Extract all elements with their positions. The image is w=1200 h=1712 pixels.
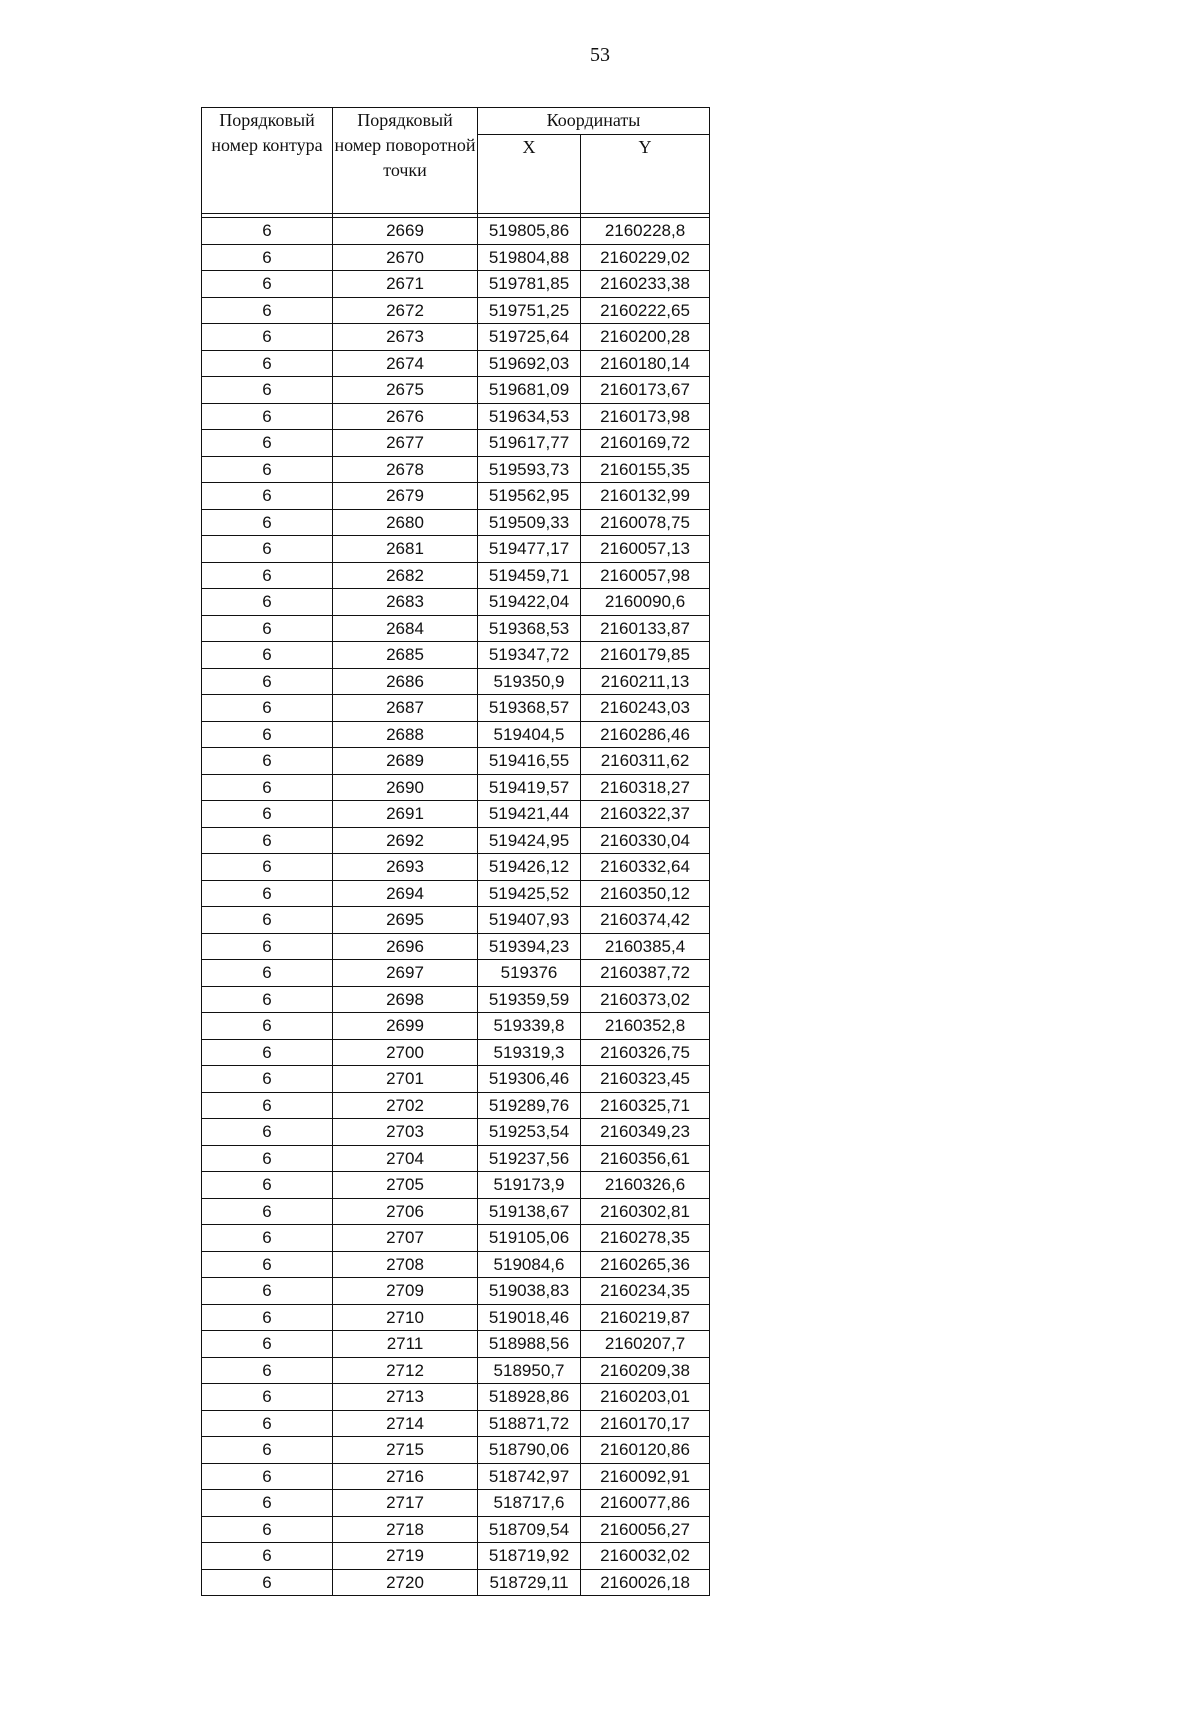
cell-y: 2160318,27	[581, 774, 710, 801]
cell-y: 2160169,72	[581, 430, 710, 457]
cell-contour-number: 6	[202, 562, 333, 589]
cell-y: 2160057,13	[581, 536, 710, 563]
cell-point-number: 2711	[333, 1331, 478, 1358]
cell-y: 2160265,36	[581, 1251, 710, 1278]
cell-y: 2160026,18	[581, 1569, 710, 1596]
cell-x: 519681,09	[478, 377, 581, 404]
cell-contour-number: 6	[202, 324, 333, 351]
table-row	[202, 1278, 710, 1305]
cell-x: 518871,72	[478, 1410, 581, 1437]
cell-contour-number: 6	[202, 297, 333, 324]
table-row	[202, 827, 710, 854]
cell-x: 519105,06	[478, 1225, 581, 1252]
cell-x: 518729,11	[478, 1569, 581, 1596]
cell-x: 518988,56	[478, 1331, 581, 1358]
cell-y: 2160326,75	[581, 1039, 710, 1066]
cell-y: 2160373,02	[581, 986, 710, 1013]
cell-contour-number: 6	[202, 642, 333, 669]
cell-contour-number: 6	[202, 509, 333, 536]
cell-point-number: 2685	[333, 642, 478, 669]
cell-x: 519424,95	[478, 827, 581, 854]
cell-y: 2160132,99	[581, 483, 710, 510]
coordinates-table	[201, 107, 710, 1596]
cell-x: 518717,6	[478, 1490, 581, 1517]
table-row	[202, 1437, 710, 1464]
cell-point-number: 2694	[333, 880, 478, 907]
cell-y: 2160323,45	[581, 1066, 710, 1093]
cell-y: 2160234,35	[581, 1278, 710, 1305]
table-row	[202, 1410, 710, 1437]
cell-contour-number: 6	[202, 218, 333, 245]
cell-y: 2160322,37	[581, 801, 710, 828]
table-row	[202, 1092, 710, 1119]
cell-point-number: 2719	[333, 1543, 478, 1570]
cell-point-number: 2677	[333, 430, 478, 457]
cell-y: 2160330,04	[581, 827, 710, 854]
cell-x: 519593,73	[478, 456, 581, 483]
cell-point-number: 2695	[333, 907, 478, 934]
cell-contour-number: 6	[202, 1092, 333, 1119]
table-row	[202, 1013, 710, 1040]
cell-contour-number: 6	[202, 1331, 333, 1358]
cell-y: 2160311,62	[581, 748, 710, 775]
cell-contour-number: 6	[202, 536, 333, 563]
cell-point-number: 2696	[333, 933, 478, 960]
cell-contour-number: 6	[202, 1013, 333, 1040]
table-row	[202, 668, 710, 695]
cell-x: 518928,86	[478, 1384, 581, 1411]
table-body	[202, 214, 710, 1596]
cell-contour-number: 6	[202, 1066, 333, 1093]
cell-point-number: 2682	[333, 562, 478, 589]
cell-contour-number: 6	[202, 854, 333, 881]
table-row	[202, 1066, 710, 1093]
cell-point-number: 2704	[333, 1145, 478, 1172]
table-row	[202, 1543, 710, 1570]
cell-x: 519692,03	[478, 350, 581, 377]
table-row	[202, 960, 710, 987]
cell-y: 2160356,61	[581, 1145, 710, 1172]
cell-x: 519306,46	[478, 1066, 581, 1093]
cell-point-number: 2703	[333, 1119, 478, 1146]
cell-x: 519237,56	[478, 1145, 581, 1172]
cell-x: 519426,12	[478, 854, 581, 881]
cell-y: 2160350,12	[581, 880, 710, 907]
table-row	[202, 218, 710, 245]
cell-point-number: 2670	[333, 244, 478, 271]
cell-point-number: 2671	[333, 271, 478, 298]
cell-y: 2160229,02	[581, 244, 710, 271]
cell-y: 2160209,38	[581, 1357, 710, 1384]
cell-point-number: 2714	[333, 1410, 478, 1437]
table-row	[202, 986, 710, 1013]
cell-point-number: 2699	[333, 1013, 478, 1040]
cell-contour-number: 6	[202, 668, 333, 695]
cell-y: 2160173,67	[581, 377, 710, 404]
table-row	[202, 880, 710, 907]
table-row	[202, 615, 710, 642]
cell-contour-number: 6	[202, 377, 333, 404]
cell-x: 519359,59	[478, 986, 581, 1013]
cell-point-number: 2681	[333, 536, 478, 563]
header-y: Y	[581, 135, 710, 214]
cell-y: 2160090,6	[581, 589, 710, 616]
cell-x: 519138,67	[478, 1198, 581, 1225]
cell-contour-number: 6	[202, 801, 333, 828]
cell-x: 519617,77	[478, 430, 581, 457]
cell-y: 2160120,86	[581, 1437, 710, 1464]
cell-x: 519018,46	[478, 1304, 581, 1331]
table-row	[202, 483, 710, 510]
cell-y: 2160078,75	[581, 509, 710, 536]
table-row	[202, 801, 710, 828]
cell-x: 519289,76	[478, 1092, 581, 1119]
cell-point-number: 2701	[333, 1066, 478, 1093]
cell-point-number: 2683	[333, 589, 478, 616]
cell-contour-number: 6	[202, 1543, 333, 1570]
cell-point-number: 2702	[333, 1092, 478, 1119]
table-row	[202, 1357, 710, 1384]
cell-y: 2160133,87	[581, 615, 710, 642]
cell-y: 2160325,71	[581, 1092, 710, 1119]
table-row	[202, 1490, 710, 1517]
table-row	[202, 1119, 710, 1146]
cell-point-number: 2710	[333, 1304, 478, 1331]
cell-y: 2160173,98	[581, 403, 710, 430]
cell-point-number: 2684	[333, 615, 478, 642]
cell-y: 2160332,64	[581, 854, 710, 881]
header-coordinates: Координаты	[478, 108, 710, 135]
cell-contour-number: 6	[202, 1463, 333, 1490]
table-row	[202, 1172, 710, 1199]
cell-point-number: 2706	[333, 1198, 478, 1225]
cell-y: 2160200,28	[581, 324, 710, 351]
cell-x: 519350,9	[478, 668, 581, 695]
table-row	[202, 1304, 710, 1331]
cell-x: 519805,86	[478, 218, 581, 245]
cell-contour-number: 6	[202, 350, 333, 377]
header-turning-point-number: Порядковый номер поворотной точки	[333, 108, 478, 214]
cell-y: 2160057,98	[581, 562, 710, 589]
cell-x: 519419,57	[478, 774, 581, 801]
cell-y: 2160155,35	[581, 456, 710, 483]
cell-contour-number: 6	[202, 695, 333, 722]
table-row	[202, 589, 710, 616]
table-row	[202, 933, 710, 960]
cell-y: 2160211,13	[581, 668, 710, 695]
cell-y: 2160032,02	[581, 1543, 710, 1570]
cell-contour-number: 6	[202, 271, 333, 298]
cell-point-number: 2705	[333, 1172, 478, 1199]
cell-y: 2160385,4	[581, 933, 710, 960]
table-row	[202, 1251, 710, 1278]
cell-point-number: 2672	[333, 297, 478, 324]
cell-y: 2160179,85	[581, 642, 710, 669]
cell-contour-number: 6	[202, 589, 333, 616]
table-row	[202, 271, 710, 298]
cell-contour-number: 6	[202, 1198, 333, 1225]
cell-x: 519347,72	[478, 642, 581, 669]
table-row	[202, 536, 710, 563]
cell-x: 518742,97	[478, 1463, 581, 1490]
cell-x: 519804,88	[478, 244, 581, 271]
cell-contour-number: 6	[202, 1145, 333, 1172]
cell-contour-number: 6	[202, 244, 333, 271]
table-row	[202, 774, 710, 801]
table-row	[202, 297, 710, 324]
cell-y: 2160092,91	[581, 1463, 710, 1490]
table-row	[202, 1463, 710, 1490]
table-row	[202, 1198, 710, 1225]
table-row	[202, 324, 710, 351]
table-row	[202, 377, 710, 404]
table-row	[202, 1384, 710, 1411]
table-row	[202, 1516, 710, 1543]
cell-point-number: 2673	[333, 324, 478, 351]
cell-point-number: 2698	[333, 986, 478, 1013]
table-row	[202, 695, 710, 722]
table-row	[202, 1331, 710, 1358]
header-contour-number: Порядковый номер контура	[202, 108, 333, 214]
cell-contour-number: 6	[202, 1437, 333, 1464]
cell-contour-number: 6	[202, 880, 333, 907]
cell-x: 519421,44	[478, 801, 581, 828]
cell-y: 2160228,8	[581, 218, 710, 245]
cell-point-number: 2674	[333, 350, 478, 377]
cell-contour-number: 6	[202, 933, 333, 960]
table-row	[202, 456, 710, 483]
cell-contour-number: 6	[202, 403, 333, 430]
cell-x: 519407,93	[478, 907, 581, 934]
table-row	[202, 350, 710, 377]
cell-point-number: 2713	[333, 1384, 478, 1411]
cell-point-number: 2697	[333, 960, 478, 987]
cell-contour-number: 6	[202, 1172, 333, 1199]
cell-y: 2160207,7	[581, 1331, 710, 1358]
table-row	[202, 1145, 710, 1172]
cell-y: 2160243,03	[581, 695, 710, 722]
cell-contour-number: 6	[202, 1357, 333, 1384]
table-row	[202, 1569, 710, 1596]
cell-x: 519477,17	[478, 536, 581, 563]
cell-contour-number: 6	[202, 615, 333, 642]
cell-y: 2160222,65	[581, 297, 710, 324]
cell-point-number: 2716	[333, 1463, 478, 1490]
cell-x: 519416,55	[478, 748, 581, 775]
cell-contour-number: 6	[202, 1278, 333, 1305]
cell-contour-number: 6	[202, 1119, 333, 1146]
cell-contour-number: 6	[202, 1251, 333, 1278]
cell-x: 519634,53	[478, 403, 581, 430]
cell-x: 519404,5	[478, 721, 581, 748]
cell-x: 519751,25	[478, 297, 581, 324]
table-row	[202, 721, 710, 748]
cell-point-number: 2689	[333, 748, 478, 775]
cell-x: 519253,54	[478, 1119, 581, 1146]
cell-point-number: 2708	[333, 1251, 478, 1278]
cell-point-number: 2715	[333, 1437, 478, 1464]
cell-point-number: 2717	[333, 1490, 478, 1517]
cell-x: 519725,64	[478, 324, 581, 351]
cell-x: 519038,83	[478, 1278, 581, 1305]
cell-point-number: 2680	[333, 509, 478, 536]
cell-contour-number: 6	[202, 986, 333, 1013]
cell-y: 2160374,42	[581, 907, 710, 934]
cell-point-number: 2707	[333, 1225, 478, 1252]
cell-point-number: 2700	[333, 1039, 478, 1066]
cell-point-number: 2678	[333, 456, 478, 483]
cell-point-number: 2686	[333, 668, 478, 695]
cell-contour-number: 6	[202, 960, 333, 987]
cell-y: 2160349,23	[581, 1119, 710, 1146]
cell-point-number: 2709	[333, 1278, 478, 1305]
cell-x: 518950,7	[478, 1357, 581, 1384]
cell-point-number: 2688	[333, 721, 478, 748]
table-row	[202, 244, 710, 271]
cell-y: 2160278,35	[581, 1225, 710, 1252]
cell-point-number: 2692	[333, 827, 478, 854]
cell-x: 518790,06	[478, 1437, 581, 1464]
table-row	[202, 907, 710, 934]
cell-point-number: 2691	[333, 801, 478, 828]
table-header	[202, 108, 710, 214]
cell-contour-number: 6	[202, 1384, 333, 1411]
cell-x: 518709,54	[478, 1516, 581, 1543]
cell-y: 2160352,8	[581, 1013, 710, 1040]
table-row	[202, 562, 710, 589]
cell-x: 519425,52	[478, 880, 581, 907]
cell-point-number: 2676	[333, 403, 478, 430]
cell-contour-number: 6	[202, 748, 333, 775]
cell-y: 2160219,87	[581, 1304, 710, 1331]
cell-contour-number: 6	[202, 1304, 333, 1331]
table-row	[202, 509, 710, 536]
cell-x: 519084,6	[478, 1251, 581, 1278]
cell-point-number: 2687	[333, 695, 478, 722]
cell-x: 519422,04	[478, 589, 581, 616]
cell-contour-number: 6	[202, 1490, 333, 1517]
cell-point-number: 2675	[333, 377, 478, 404]
cell-point-number: 2679	[333, 483, 478, 510]
cell-contour-number: 6	[202, 430, 333, 457]
cell-contour-number: 6	[202, 1225, 333, 1252]
cell-x: 519368,53	[478, 615, 581, 642]
table-row	[202, 1225, 710, 1252]
table-row	[202, 854, 710, 881]
cell-point-number: 2690	[333, 774, 478, 801]
cell-contour-number: 6	[202, 827, 333, 854]
table-row	[202, 748, 710, 775]
table-row	[202, 430, 710, 457]
cell-y: 2160077,86	[581, 1490, 710, 1517]
page-number: 53	[590, 44, 610, 66]
cell-contour-number: 6	[202, 907, 333, 934]
cell-contour-number: 6	[202, 1039, 333, 1066]
cell-point-number: 2720	[333, 1569, 478, 1596]
header-x: X	[478, 135, 581, 214]
cell-contour-number: 6	[202, 721, 333, 748]
table-row	[202, 1039, 710, 1066]
cell-y: 2160387,72	[581, 960, 710, 987]
cell-x: 519509,33	[478, 509, 581, 536]
cell-contour-number: 6	[202, 483, 333, 510]
cell-x: 519781,85	[478, 271, 581, 298]
cell-contour-number: 6	[202, 774, 333, 801]
cell-x: 518719,92	[478, 1543, 581, 1570]
cell-y: 2160302,81	[581, 1198, 710, 1225]
cell-x: 519319,3	[478, 1039, 581, 1066]
cell-point-number: 2669	[333, 218, 478, 245]
table-row	[202, 403, 710, 430]
cell-y: 2160233,38	[581, 271, 710, 298]
cell-y: 2160326,6	[581, 1172, 710, 1199]
cell-x: 519562,95	[478, 483, 581, 510]
cell-x: 519459,71	[478, 562, 581, 589]
cell-contour-number: 6	[202, 1410, 333, 1437]
cell-y: 2160170,17	[581, 1410, 710, 1437]
cell-point-number: 2712	[333, 1357, 478, 1384]
cell-x: 519394,23	[478, 933, 581, 960]
cell-x: 519368,57	[478, 695, 581, 722]
cell-x: 519173,9	[478, 1172, 581, 1199]
cell-contour-number: 6	[202, 1516, 333, 1543]
cell-y: 2160286,46	[581, 721, 710, 748]
cell-contour-number: 6	[202, 1569, 333, 1596]
cell-contour-number: 6	[202, 456, 333, 483]
cell-point-number: 2693	[333, 854, 478, 881]
cell-point-number: 2718	[333, 1516, 478, 1543]
table-row	[202, 642, 710, 669]
cell-y: 2160203,01	[581, 1384, 710, 1411]
cell-y: 2160056,27	[581, 1516, 710, 1543]
cell-y: 2160180,14	[581, 350, 710, 377]
cell-x: 519339,8	[478, 1013, 581, 1040]
cell-x: 519376	[478, 960, 581, 987]
